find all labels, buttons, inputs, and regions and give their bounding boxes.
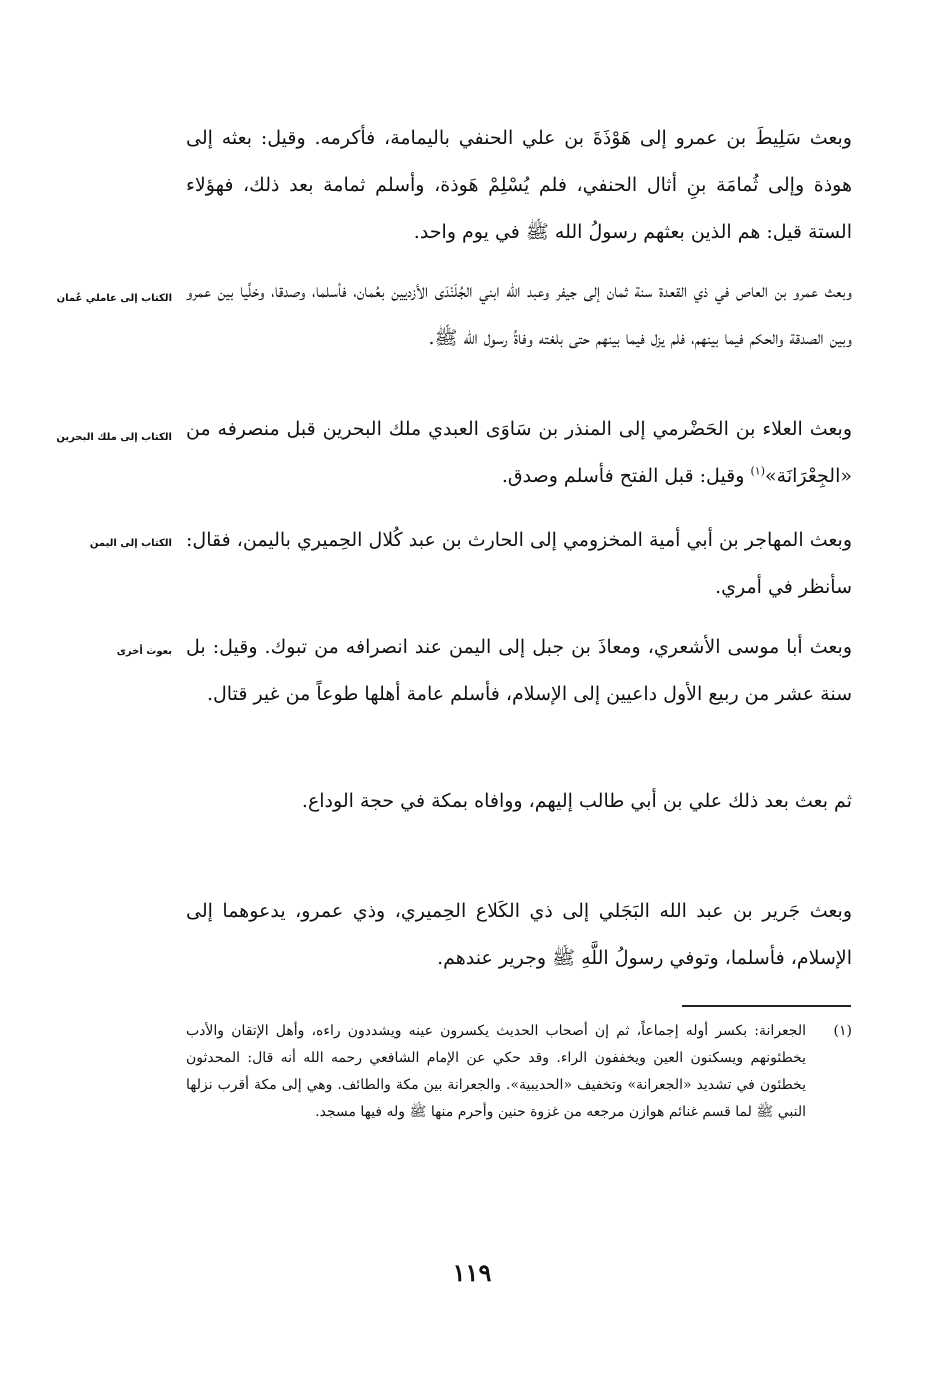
- paragraph-text: وبعث المهاجر بن أبي أمية المخزومي إلى الحارث بن عبد كُلال الحِميري باليمن، فقال: سأنظر في أمري.: [186, 529, 852, 598]
- margin-note-bahrain: الكتاب إلى ملك البحرين: [56, 432, 172, 443]
- paragraph-ali-ibn-abi-talib: [186, 778, 852, 825]
- paragraph-text: وبعث جَرير بن عبد الله البَجَلي إلى ذي الكَلاع الحِميري، وذي عمرو، يدعوهما إلى الإسلام، فأسلما، وتوفي رسولُ اللَّهِ ﷺ وجرير عندهم.: [186, 900, 852, 969]
- paragraph-text: وبعث أبا موسى الأشعري، ومعاذَ بن جبل إلى اليمن عند انصرافه من تبوك. وقيل: بل سنة عشر من ربيع الأول داعيين إلى الإسلام، فأسلم عامة أهلها طوعاً من غير قتال.: [186, 636, 852, 705]
- footnote-item: [186, 1018, 852, 1126]
- paragraph-ala-al-hadrami: [186, 406, 852, 500]
- paragraph-abu-musa: [186, 624, 852, 718]
- paragraph-text: وبعث سَلِيطَ بن عمرو إلى هَوْذَةَ بن علي الحنفي باليمامة، فأكرمه. وقيل: بعثه إلى هوذة وإلى ثُمامَة بنِ أثال الحنفي، فلم يُسْلِمْ هَوذة، وأسلم ثمامة بعد ذلك، فهؤلاء الستة قيل: هم الذين بعثهم رسولُ الله ﷺ في يوم واحد.: [186, 127, 852, 243]
- paragraph-amr-ibn-al-as: [186, 268, 852, 362]
- paragraph-sulait: [186, 115, 852, 256]
- footnotes: [186, 1018, 852, 1126]
- footnote-number: (١): [833, 1023, 852, 1039]
- paragraph-jarir: [186, 888, 852, 982]
- footnote-text: الجعرانة: بكسر أوله إجماعاً، ثم إن أصحاب الحديث يكسرون عينه ويشددون راءه، وأهل الإتقان والأدب يخطئونهم ويسكنون العين ويخففون الراء. وقد حكي عن الإمام الشافعي رحمه الله أنه قال: المحدثون يخطئون في تشديد «الجعرانة» وتخفيف «الحديبية». والجعرانة بين مكة والطائف. وهي إلى مكة أقرب نزلها النبي ﷺ لما قسم غنائم هوازن مرجعه من غزوة حنين وأحرم منها ﷺ وله فيها مسجد.: [186, 1023, 806, 1120]
- paragraph-text: وبعث عمرو بن العاص في ذي القعدة سنة ثمان إلى جيفر وعبد الله ابني الجُلَنْدَى الأزديين بعُمان، فأسلما، وصدقا، وخلَّيا بين عمرو وبين الصدقة والحكم فيما بينهم، فلم يزل فيما بينهم حتى بلغته وفاةُ رسول الله ﷺ.: [186, 280, 852, 349]
- page-number: ١١٩: [452, 1258, 492, 1287]
- margin-note-other-missions: بعوث أخرى: [116, 646, 172, 657]
- footnote-reference: (١): [750, 464, 766, 478]
- paragraph-text-continued: وقيل: قبل الفتح فأسلم وصدق.: [501, 465, 745, 487]
- paragraph-text: ثم بعث بعد ذلك علي بن أبي طالب إليهم، ووافاه بمكة في حجة الوداع.: [301, 790, 852, 812]
- paragraph-text-main: وبعث العلاء بن الحَضْرمي إلى المنذر بن سَاوَى العبدي ملك البحرين قبل منصرفه من «الجِعْرَانَة»: [186, 418, 852, 487]
- paragraph-muhajir: [186, 517, 852, 611]
- margin-note-yemen: الكتاب إلى اليمن: [89, 538, 172, 549]
- footnote-separator: [682, 1005, 851, 1007]
- margin-note-oman: الكتاب إلى عاملي عُمان: [56, 293, 172, 304]
- paragraph-text: [186, 406, 852, 500]
